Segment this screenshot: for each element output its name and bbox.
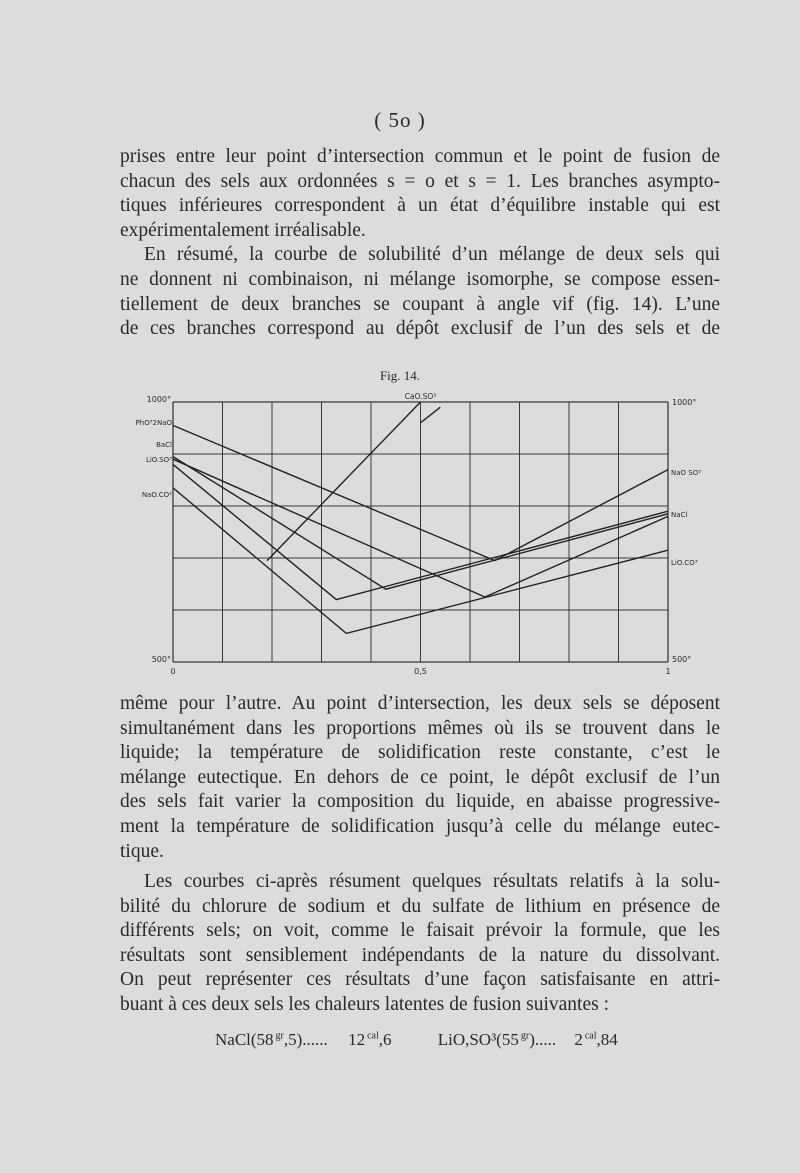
- text-line: expérimentalement irréalisable.: [120, 219, 366, 241]
- text-line: tiques inférieures correspondent à un état d’équilibre instable qui est: [120, 195, 720, 217]
- x-tick-label: 0: [170, 667, 176, 676]
- text-line: buant à ces deux sels les chaleurs latentes de fusion suivantes :: [120, 993, 609, 1015]
- y-tick-label: 500°: [672, 655, 692, 664]
- top-curve-label: CaO.SO³: [404, 392, 437, 401]
- text-line: tiellement de deux branches se coupant à angle vif (fig. 14). L’une: [120, 293, 720, 315]
- text-line: liquide; la température de solidification reste constante, c’est le: [120, 742, 720, 764]
- formula-part: cal: [584, 1030, 597, 1042]
- text-line: prises entre leur point d’intersection commun et le point de fusion de: [120, 146, 720, 167]
- paragraph-top: [120, 145, 720, 342]
- text-line: chacun des sels aux ordonnées s = o et s = 1. Les branches asympto-: [120, 170, 720, 192]
- y-tick-label: 1000°: [672, 398, 697, 407]
- chart-grid: [173, 402, 668, 662]
- text-line: de ces branches correspond au dépôt exclusif de l’un des sels et de: [120, 318, 720, 340]
- formula-part: gr: [275, 1030, 284, 1042]
- figure-caption: Fig. 14.: [379, 368, 421, 383]
- left-curve-label: BaCl: [156, 441, 172, 449]
- nacl-formula: [215, 1030, 330, 1049]
- formula-part: ).....: [529, 1030, 557, 1049]
- left-curve-label: PhO³2NaO: [135, 419, 172, 427]
- text-line: On peut représenter ces résultats d’une façon satisfaisante en attri-: [120, 969, 720, 991]
- x-tick-label: 0,5: [414, 667, 427, 676]
- formula-part: ,84: [596, 1030, 618, 1049]
- text-line: même pour l’autre. Au point d’intersection, les deux sels se déposent: [120, 693, 720, 714]
- x-tick-label: 1: [665, 667, 671, 676]
- formula-part: ,5)......: [283, 1030, 328, 1049]
- y-tick-label: 500°: [151, 655, 171, 664]
- left-curve-label: LiO.SO³: [145, 456, 172, 464]
- right-curve-label: LiO.CO³: [671, 559, 698, 567]
- text-line: mélange eutectique. En dehors de ce point, le dépôt exclusif de l’un: [120, 766, 720, 788]
- formula-part: gr: [520, 1030, 530, 1042]
- text-line: tique.: [120, 840, 164, 862]
- y-tick-label: 1000°: [146, 395, 171, 404]
- text-line: En résumé, la courbe de solubilité d’un mélange de deux sels qui: [144, 244, 720, 266]
- formula-part: LiO,SO³(55: [437, 1030, 519, 1049]
- series-line-7: [421, 407, 441, 423]
- text-line: différents sels; on voit, comme le faisait prévoir la formule, que les: [120, 920, 720, 942]
- text-line: simultanément dans les proportions mêmes où ils se trouvent dans le: [120, 717, 720, 739]
- paragraph-mid: [120, 692, 720, 864]
- formula-part: NaCl(58: [215, 1030, 274, 1049]
- right-curve-label: NaO SO³: [671, 469, 702, 477]
- text-line: ne donnent ni combinaison, ni mélange isomorphe, se compose essen-: [120, 268, 720, 290]
- lio-value: [574, 1030, 619, 1049]
- text-line: des sels fait varier la composition du liquide, en abaisse progressive-: [120, 791, 720, 813]
- text-line: résultats sont sensiblement indépendants de la nature du dissolvant.: [120, 944, 720, 966]
- lio-formula: [438, 1030, 558, 1049]
- latent-heat-formula: [215, 1030, 622, 1050]
- formula-part: 12: [348, 1030, 366, 1049]
- solubility-chart: [120, 385, 702, 685]
- right-curve-label: NaCl: [671, 511, 688, 519]
- left-curve-label: NaO.CO²: [141, 491, 172, 499]
- nacl-value: [348, 1030, 393, 1049]
- page-number: ( 5o ): [374, 108, 426, 132]
- text-line: bilité du chlorure de sodium et du sulfate de lithium en présence de: [120, 895, 720, 917]
- text-line: ment la température de solidification jusqu’à celle du mélange eutec-: [120, 815, 720, 837]
- paragraph-bottom: [120, 870, 720, 1018]
- formula-part: cal: [367, 1030, 379, 1042]
- series-line-6: [267, 402, 420, 561]
- formula-part: ,6: [378, 1030, 392, 1049]
- text-line: Les courbes ci-après résument quelques résultats relatifs à la solu-: [144, 871, 720, 892]
- chart-labels: [136, 392, 702, 676]
- formula-part: 2: [574, 1030, 583, 1049]
